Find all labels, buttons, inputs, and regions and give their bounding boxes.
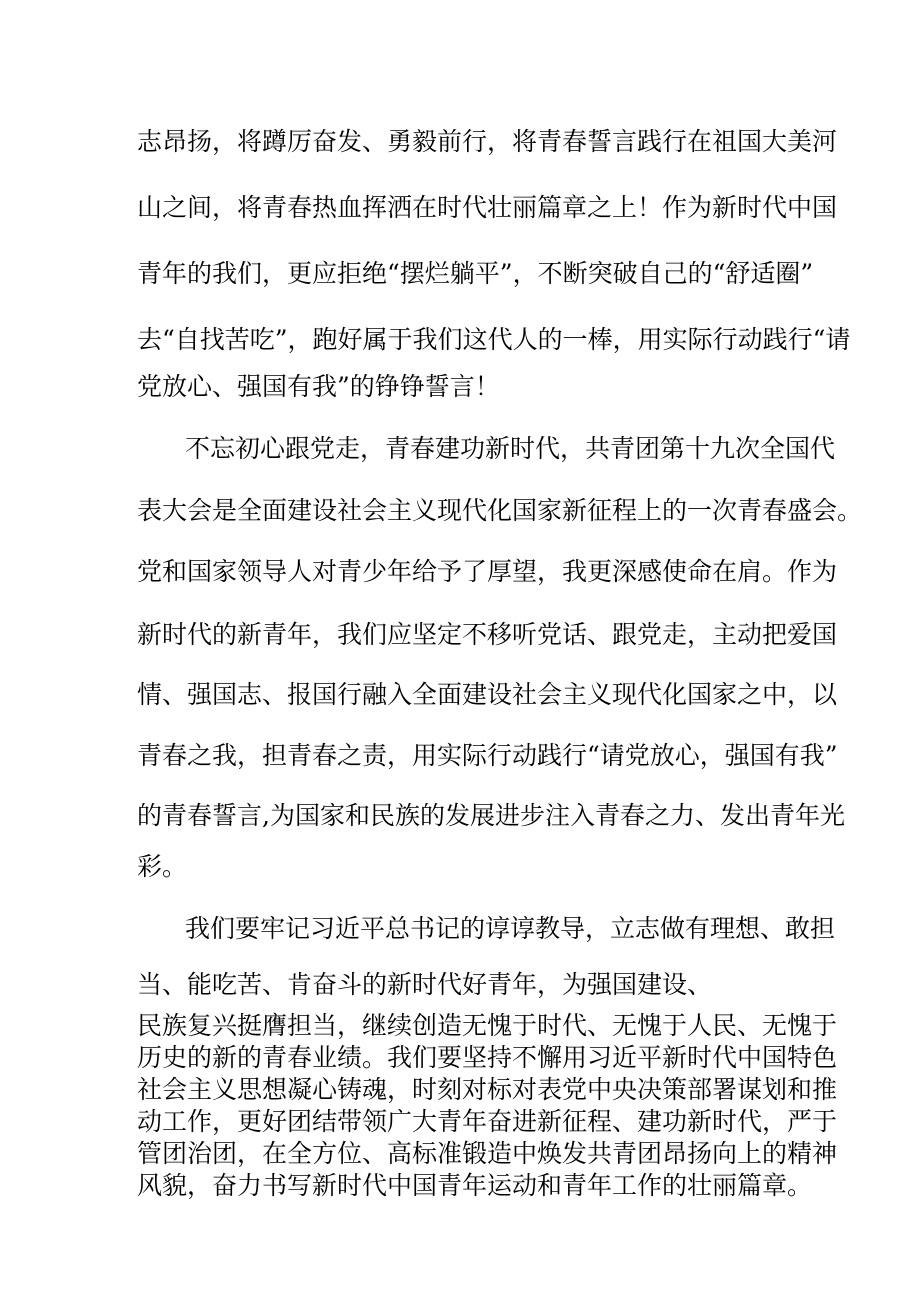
para3-line-8: 风貌，奋力书写新时代中国青年运动和青年工作的壮丽篇章。 [137,1171,813,1200]
para1-line-3: 青年的我们，更应拒绝“摆烂躺平”，不断突破自己的“舒适圈” [137,259,814,288]
para3-line-6: 动工作，更好团结带领广大青年奋进新征程、建功新时代，严于 [137,1107,838,1136]
para3-line-7: 管团治团，在全方位、高标准锻造中焕发共青团昂扬向上的精神 [137,1139,838,1168]
para2-line-8: 彩。 [137,852,188,881]
para1-line-2: 山之间，将青春热血挥洒在时代壮丽篇章之上！作为新时代中国 [137,193,838,222]
para3-line-5: 社会主义思想凝心铸魂，时刻对标对表党中央决策部署谋划和推 [137,1075,838,1104]
para1-line-1: 志昂扬，将蹲厉奋发、勇毅前行，将青春誓言践行在祖国大美河 [137,127,838,156]
para2-line-6: 青春之我，担青春之责，用实际行动践行“请党放心，强国有我” [137,741,838,770]
para2-line-1: 不忘初心跟党走，青春建功新时代，共青团第十九次全国代 [185,434,836,463]
para2-line-4: 新时代的新青年，我们应坚定不移听党话、跟党走，主动把爱国 [137,620,838,649]
para1-line-5: 党放心、强国有我”的铮铮誓言！ [137,372,500,401]
para3-line-1: 我们要牢记习近平总书记的谆谆教导，立志做有理想、敢担 [185,914,836,943]
para1-line-4: 去“自找苦吃”，跑好属于我们这代人的一棒，用实际行动践行“请 [137,325,851,354]
para3-line-2: 当、能吃苦、肯奋斗的新时代好青年，为强国建设、 [137,970,713,999]
para3-line-3: 民族复兴挺膺担当，继续创造无愧于时代、无愧于人民、无愧于 [137,1011,838,1040]
para2-line-7: 的青春誓言,为国家和民族的发展进步注入青春之力、发出青年光 [137,801,845,830]
para2-line-3: 党和国家领导人对青少年给予了厚望，我更深感使命在肩。作为 [137,557,838,586]
para2-line-2: 表大会是全面建设社会主义现代化国家新征程上的一次青春盛会。 [137,496,863,525]
para3-line-4: 历史的新的青春业绩。我们要坚持不懈用习近平新时代中国特色 [137,1043,838,1072]
para2-line-5: 情、强国志、报国行融入全面建设社会主义现代化国家之中，以 [137,680,838,709]
